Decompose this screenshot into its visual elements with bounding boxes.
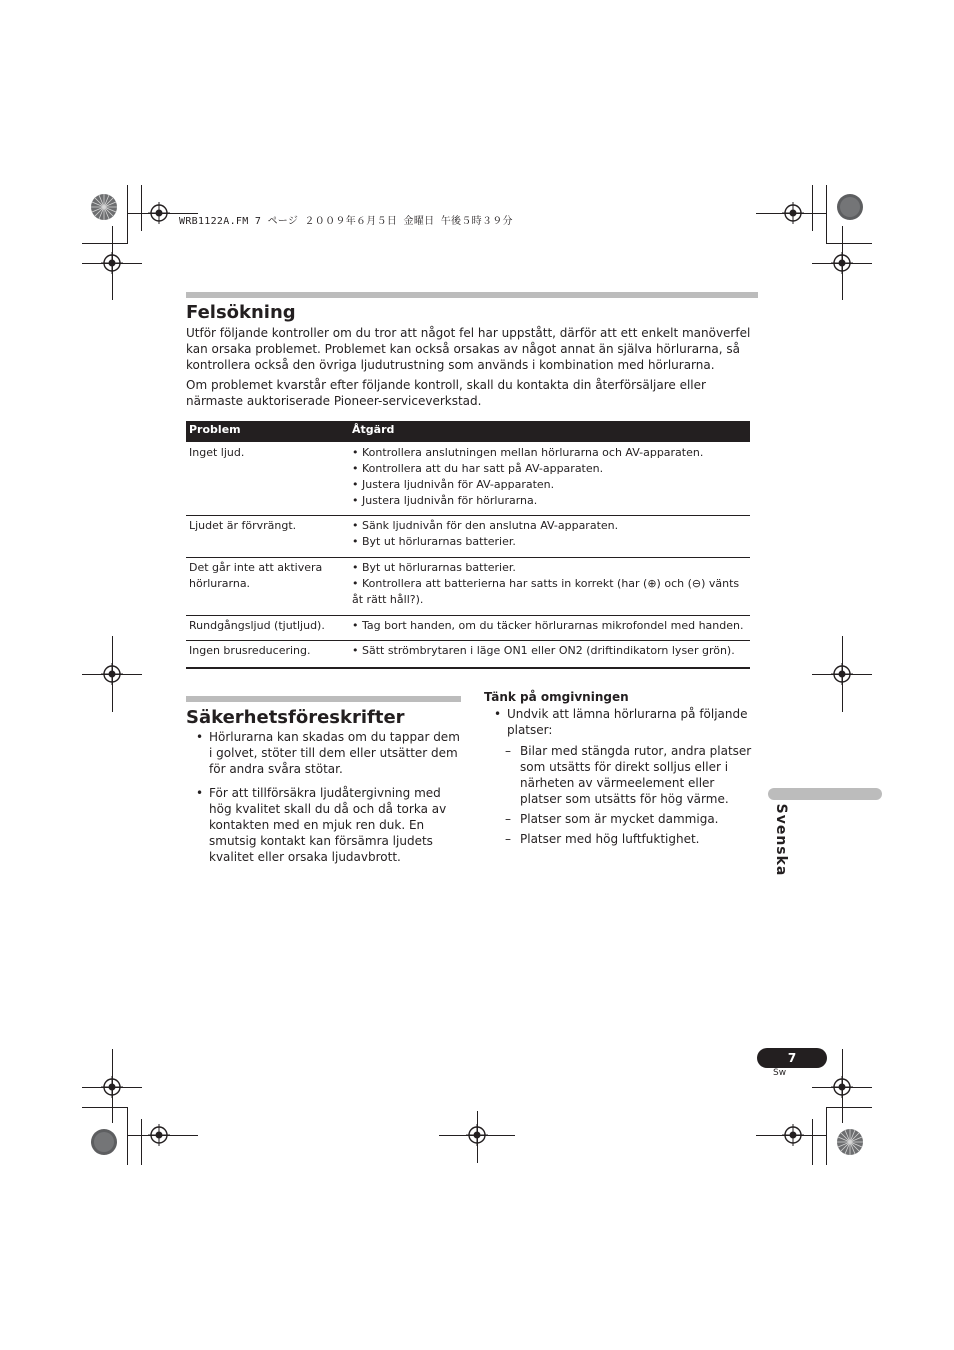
- language-label: Svenska: [773, 803, 789, 877]
- action-item: • Justera ljudnivån för hörlurarna.: [352, 494, 538, 507]
- gray-dot-mark-icon: [90, 1128, 118, 1156]
- action-item: • Kontrollera att batterierna har satts in korrekt (har (⊕) och (⊖) vänts åt rätt håll?).: [352, 577, 740, 606]
- list-item: – Platser med hög luftfuktighet.: [505, 831, 755, 847]
- registration-mark-icon: [101, 663, 123, 685]
- safety-list: [186, 729, 462, 865]
- page-language-code: Sw: [773, 1068, 787, 1078]
- starburst-mark-icon: [90, 193, 118, 221]
- list-item: – Platser som är mycket dammiga.: [505, 811, 755, 827]
- row-problem: Rundgångsljud (tjutljud).: [189, 619, 325, 632]
- registration-mark-icon: [466, 1124, 488, 1146]
- row-problem: Ingen brusreducering.: [189, 644, 311, 657]
- table-row: [186, 516, 750, 558]
- row-problem: Inget ljud.: [189, 446, 245, 459]
- action-item: • Tag bort handen, om du täcker hörlurarnas mikrofondel med handen.: [352, 619, 744, 632]
- registration-mark-icon: [101, 1076, 123, 1098]
- section-divider: [186, 696, 461, 702]
- troubleshooting-intro-1: Utför följande kontroller om du tror att något fel har uppstått, därför att ett enkelt manöverfel kan orsaka problemet. Problemet kan också orsakas av något annat än själva hörlurarna, så kontrollera också den övriga ljudutrustning som används i kombination med hörlurarna.: [186, 326, 751, 372]
- registration-mark-icon: [831, 252, 853, 274]
- print-header: WRB1122A.FM 7 ページ ２００９年６月５日 金曜日 午後５時３９分: [179, 216, 513, 227]
- action-item: • Sätt strömbrytaren i läge ON1 eller ON2 (driftindikatorn lyser grön).: [352, 644, 735, 657]
- table-row: [186, 616, 750, 641]
- table-row: [186, 558, 750, 616]
- row-actions: [352, 445, 748, 509]
- row-problem: Ljudet är förvrängt.: [189, 519, 297, 532]
- action-item: • Byt ut hörlurarnas batterier.: [352, 561, 516, 574]
- row-problem: Det går inte att aktivera hörlurarna.: [189, 561, 323, 590]
- troubleshooting-title: Felsökning: [186, 302, 296, 323]
- header-action: Åtgärd: [352, 423, 395, 436]
- environment-list: [484, 706, 754, 738]
- starburst-mark-icon: [836, 1128, 864, 1156]
- registration-mark-icon: [101, 252, 123, 274]
- row-actions: [352, 618, 748, 634]
- registration-mark-icon: [831, 663, 853, 685]
- section-divider: [186, 292, 758, 298]
- row-actions: [352, 518, 748, 550]
- table-header: [186, 421, 750, 442]
- action-item: • Byt ut hörlurarnas batterier.: [352, 535, 516, 548]
- page-number: 7: [757, 1048, 827, 1068]
- gray-dot-mark-icon: [836, 193, 864, 221]
- troubleshooting-intro-2: Om problemet kvarstår efter följande kontroll, skall du kontakta din återförsäljare eller närmaste auktoriserade Pioneer-serviceverkstad.: [186, 378, 706, 408]
- table-row: [186, 641, 750, 669]
- list-item: • För att tillförsäkra ljudåtergivning med hög kvalitet skall du då och då torka av kontakten med en mjuk ren duk. En smutsig kontakt kan försämra ljudets kvalitet eller orsaka ljudavbrott.: [186, 785, 462, 865]
- action-item: • Kontrollera att du har satt på AV-apparaten.: [352, 462, 604, 475]
- registration-mark-icon: [148, 1124, 170, 1146]
- safety-title: Säkerhetsföreskrifter: [186, 707, 405, 728]
- table-row: [186, 442, 750, 516]
- registration-mark-icon: [782, 202, 804, 224]
- troubleshooting-table: [186, 421, 750, 669]
- list-item: • Undvik att lämna hörlurarna på följande platser:: [484, 706, 754, 738]
- action-item: • Kontrollera anslutningen mellan hörlurarna och AV-apparaten.: [352, 446, 704, 459]
- list-item: – Bilar med stängda rutor, andra platser som utsätts för direkt solljus eller i närheten av värmeelement eller platser som utsätts för hög värme.: [505, 743, 755, 807]
- list-item: • Hörlurarna kan skadas om du tappar dem i golvet, stöter till dem eller utsätter dem för andra svåra stötar.: [186, 729, 462, 777]
- action-item: • Justera ljudnivån för AV-apparaten.: [352, 478, 555, 491]
- row-actions: [352, 560, 748, 608]
- header-problem: Problem: [189, 423, 241, 436]
- row-actions: [352, 643, 748, 659]
- environment-places-list: [505, 743, 755, 847]
- action-item: • Sänk ljudnivån för den anslutna AV-apparaten.: [352, 519, 619, 532]
- registration-mark-icon: [148, 202, 170, 224]
- environment-title: Tänk på omgivningen: [484, 690, 629, 704]
- registration-mark-icon: [782, 1124, 804, 1146]
- registration-mark-icon: [831, 1076, 853, 1098]
